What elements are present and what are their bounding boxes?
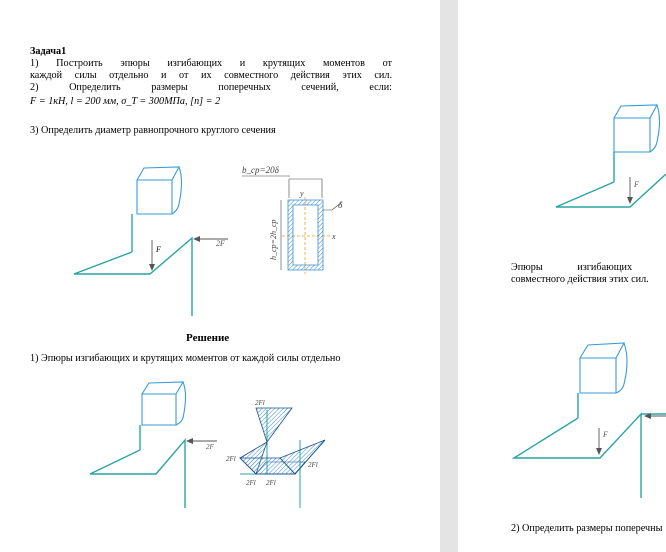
right-figure-1	[458, 90, 666, 220]
label-m-top: 2Fl	[255, 399, 265, 407]
right-caption-2: совместного действия этих сил.	[511, 274, 649, 285]
frame-structure-4	[514, 393, 666, 498]
label-axis-x: x	[332, 232, 336, 241]
cube-icon	[137, 167, 182, 214]
task-line-2: каждой силы отдельно и от их совместного действия этих сил.	[30, 70, 392, 81]
label-m-bottom-right: 2Fl	[266, 479, 276, 487]
page-gutter	[440, 0, 458, 552]
label-force-2f: 2F	[216, 239, 225, 248]
task-formula: F = 1кН, l = 200 мм, σ_T = 300МПа, [n] = 2	[30, 96, 221, 107]
solution-heading: Решение	[186, 332, 230, 344]
solution-step-1: 1) Эпюры изгибающих и крутящих моментов от каждой силы отдельно	[30, 353, 341, 364]
label-axis-y: y	[300, 189, 304, 198]
moment-epure	[240, 408, 325, 508]
cube-icon	[614, 105, 660, 152]
cube-icon	[142, 382, 186, 425]
label-m-left: 2Fl	[226, 455, 236, 463]
task-line-3: 2) Определить размеры поперечных сечений, если:	[30, 82, 392, 93]
frame-structure	[74, 214, 192, 316]
label-thickness: δ	[338, 200, 343, 210]
label-force-f: F	[156, 245, 161, 254]
right-caption-1: Эпюры изгибающих	[511, 262, 633, 273]
moment-diagram-figure	[80, 378, 350, 513]
label-force-2f-2: 2F	[206, 443, 214, 451]
frame-structure-2	[90, 425, 185, 508]
task-title: Задача1	[30, 46, 67, 57]
label-height: h_cp=2h_cp	[269, 219, 278, 260]
right-figure-2	[458, 330, 666, 510]
frame-structure-3	[556, 152, 666, 207]
force-f-arrow	[149, 240, 155, 271]
force-f-arrow-3	[627, 177, 633, 204]
label-force-f-3: F	[634, 180, 639, 189]
label-force-f-4: F	[603, 430, 608, 439]
right-bottom-text: 2) Определить размеры поперечны	[511, 523, 663, 534]
cube-icon	[580, 343, 627, 393]
label-m-bottom-left: 2Fl	[246, 479, 256, 487]
force-f-arrow-4	[596, 428, 602, 455]
label-m-right: 2Fl	[308, 461, 318, 469]
problem-figure	[60, 150, 380, 320]
task-line-4: 3) Определить диаметр равнопрочного круглого сечения	[30, 125, 276, 136]
task-line-1: 1) Построить эпюры изгибающих и крутящих моментов от	[30, 58, 392, 69]
label-width: b_cp=20δ	[242, 165, 279, 175]
cross-section	[242, 165, 343, 274]
document-page-right	[458, 0, 666, 552]
